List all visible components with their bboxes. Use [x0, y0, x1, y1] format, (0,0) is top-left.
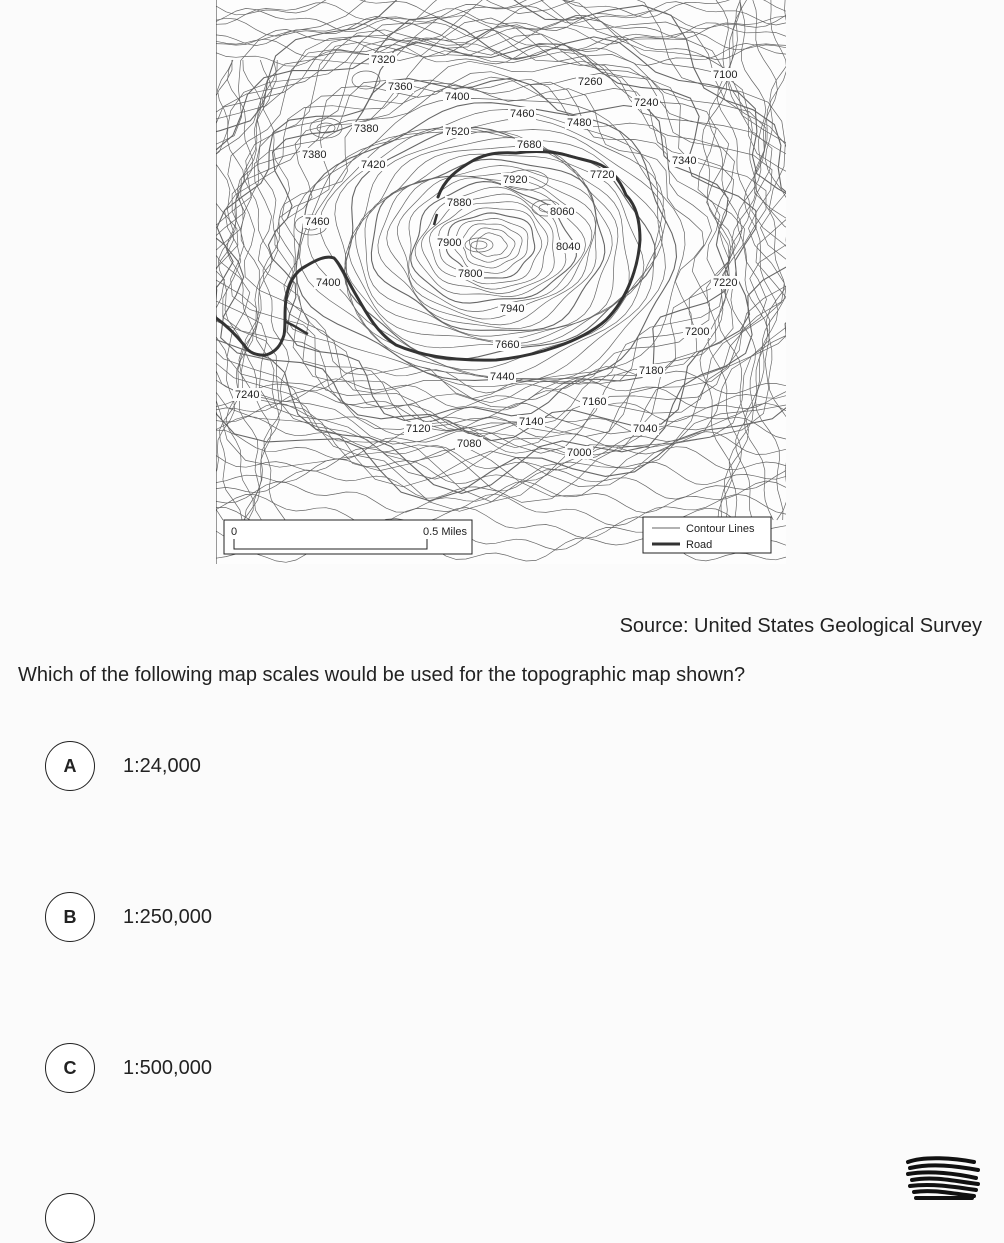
contour-elevation-label: 7320 — [371, 54, 396, 66]
contour-elevation-label: 7400 — [445, 91, 470, 103]
contour-elevation-label: 7920 — [503, 174, 528, 186]
contour-elevation-label: 7680 — [517, 139, 542, 151]
source-caption: Source: United States Geological Survey — [619, 615, 982, 637]
contour-elevation-label: 7040 — [633, 423, 658, 435]
contour-elevation-label: 7240 — [634, 97, 659, 109]
option-b-text: 1:250,000 — [123, 905, 212, 928]
contour-elevation-label: 7520 — [445, 126, 470, 138]
scale-end-label: 0.5 Miles — [423, 526, 468, 538]
contour-elevation-label: 7360 — [388, 81, 413, 93]
question-text: Which of the following map scales would be used for the topographic map shown? — [18, 664, 746, 686]
answer-option-b[interactable] — [45, 891, 212, 943]
contour-elevation-label: 7660 — [495, 339, 520, 351]
scale-bar — [224, 520, 472, 554]
option-c-text: 1:500,000 — [123, 1056, 212, 1079]
contour-elevation-label: 7240 — [235, 389, 260, 401]
contour-elevation-label: 7000 — [567, 447, 592, 459]
answer-option-d-partial[interactable] — [45, 1193, 95, 1243]
contour-elevation-label: 7180 — [639, 365, 664, 377]
legend-contour-label: Contour Lines — [686, 523, 755, 535]
contour-elevation-label: 7160 — [582, 396, 607, 408]
answer-option-a[interactable] — [45, 740, 201, 792]
contour-elevation-label: 7100 — [713, 69, 738, 81]
contour-elevation-label: 7340 — [672, 155, 697, 167]
contour-elevation-label: 7120 — [406, 423, 431, 435]
contour-elevation-label: 7380 — [354, 123, 379, 135]
contour-elevation-label: 7080 — [457, 438, 482, 450]
contour-elevation-label: 7220 — [713, 277, 738, 289]
contour-elevation-label: 7800 — [458, 268, 483, 280]
contour-elevation-label: 7720 — [590, 169, 615, 181]
option-a-letter-badge: A — [45, 741, 95, 791]
contour-elevation-label: 7460 — [510, 108, 535, 120]
option-c-letter-badge: C — [45, 1043, 95, 1093]
option-b-letter-badge: B — [45, 892, 95, 942]
contour-elevation-label: 7420 — [361, 159, 386, 171]
answer-option-c[interactable] — [45, 1042, 212, 1094]
option-a-text: 1:24,000 — [123, 754, 201, 777]
contour-elevation-label: 7940 — [500, 303, 525, 315]
contour-elevation-label: 7200 — [685, 326, 710, 338]
contour-elevation-label: 8060 — [550, 206, 575, 218]
contour-elevation-label: 7440 — [490, 371, 515, 383]
topographic-map — [216, 0, 786, 564]
contour-elevation-label: 7380 — [302, 149, 327, 161]
contour-elevation-label: 7900 — [437, 237, 462, 249]
contour-elevation-label: 8040 — [556, 241, 581, 253]
contour-elevation-label: 7400 — [316, 277, 341, 289]
map-legend — [643, 517, 771, 553]
contour-elevation-label: 7880 — [447, 197, 472, 209]
contour-elevation-label: 7480 — [567, 117, 592, 129]
scale-start-label: 0 — [231, 526, 238, 538]
contour-elevation-label: 7460 — [305, 216, 330, 228]
scribble-mark — [904, 1154, 982, 1200]
topographic-map-svg — [216, 0, 786, 564]
contour-elevation-label: 7260 — [578, 76, 603, 88]
contour-elevation-label: 7140 — [519, 416, 544, 428]
legend-road-label: Road — [686, 539, 713, 551]
